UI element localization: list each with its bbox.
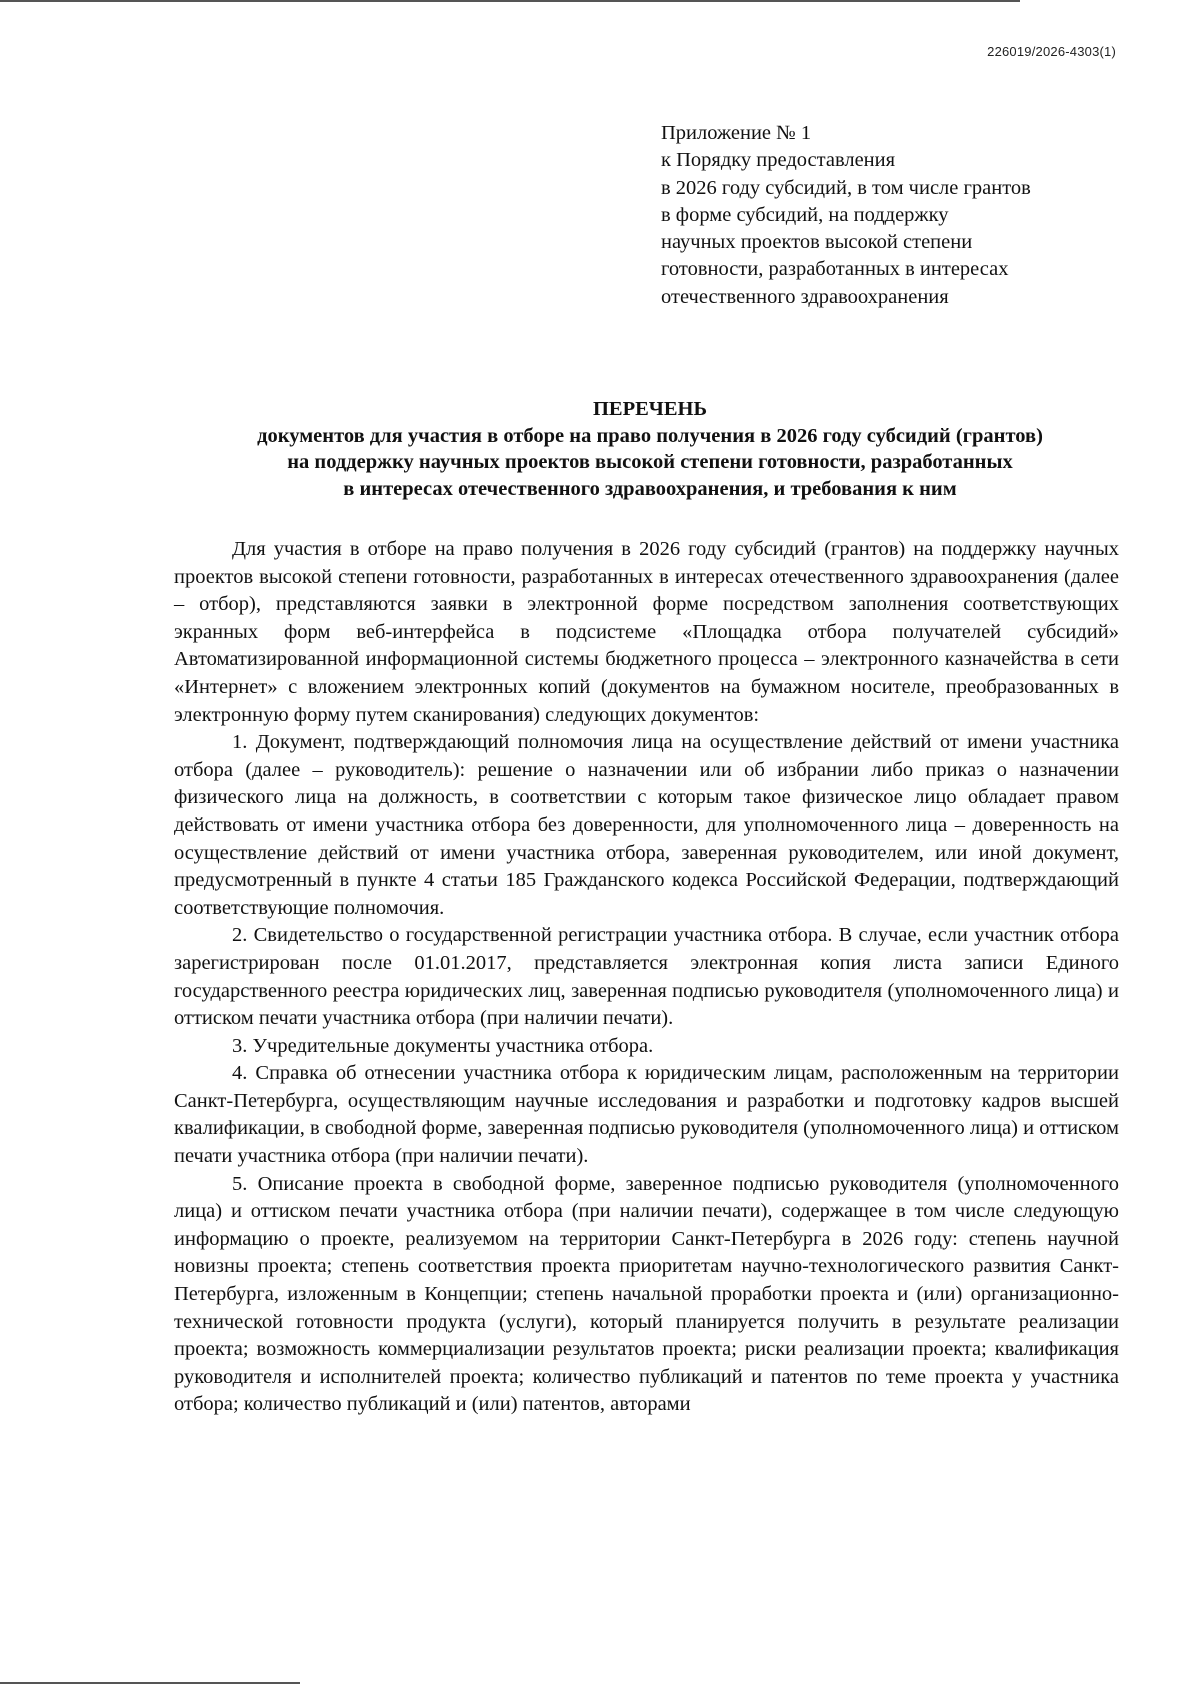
document-title <box>150 396 1150 502</box>
appendix-line: Приложение № 1 <box>661 122 812 144</box>
list-item-5: 5. Описание проекта в свободной форме, заверенное подписью руководителя (уполномоченного лица) и оттиском печати участника отбора (при наличии печати), содержащее в том числе следующую информацию о проекте, реализуемом на территории Санкт-Петербурга в 2026 году: степень научной новизны проекта; степень соответствия проекта приоритетам научно-технологического развития Санкт-Петербурга, изложенным в Концепции; степень начальной проработки проекта и (или) организационно-технической готовности продукта (услуги), который планируется получить в результате реализации проекта; возможность коммерциализации результатов проекта; риски реализации проекта; квалификация руководителя и исполнителей проекта; количество публикаций и патентов по теме проекта у участника отбора; количество публикаций и (или) патентов, авторами <box>174 1172 1119 1416</box>
scan-edge-top <box>0 0 1020 2</box>
appendix-line: к Порядку предоставления <box>661 149 896 172</box>
list-item-4: 4. Справка об отнесении участника отбора к юридическим лицам, расположенным на территории Санкт-Петербурга, осуществляющим научные исследования и разработки и подготовку кадров высшей квалификации, в свободной форме, заверенная подписью руководителя (уполномоченного лица) и оттиском печати участника отбора (при наличии печати). <box>174 1062 1119 1168</box>
appendix-line: в форме субсидий, на поддержку <box>661 203 949 226</box>
title-heading: ПЕРЕЧЕНЬ <box>592 398 708 420</box>
list-item-3: 3. Учредительные документы участника отбора. <box>232 1034 654 1057</box>
list-item-1: 1. Документ, подтверждающий полномочия лица на осуществление действий от имени участника отбора (далее – руководитель): решение о назначении или об избрании либо приказ о назначении физического лица на должность, в соответствии с которым такое физическое лицо обладает правом действовать от имени участника отбора без доверенности, для уполномоченного лица – доверенность на осуществление действий от имени участника отбора, заверенная руководителем, или иной документ, предусмотренный в пункте 4 статьи 185 Гражданского кодекса Российской Федерации, подтверждающий соответствующие полномочия. <box>174 731 1119 919</box>
appendix-line: научных проектов высокой степени <box>661 231 973 254</box>
appendix-block <box>661 120 1121 311</box>
title-line: документов для участия в отборе на право получения в 2026 году субсидий (грантов) <box>257 424 1043 447</box>
appendix-line: в 2026 году субсидий, в том числе грантов <box>661 176 1031 199</box>
title-line: на поддержку научных проектов высокой степени готовности, разработанных <box>287 451 1013 473</box>
document-number: 226019/2026-4303(1) <box>987 44 1116 59</box>
scan-edge-bottom <box>0 1682 300 1684</box>
list-item-2: 2. Свидетельство о государственной регистрации участника отбора. В случае, если участник отбора зарегистрирован после 01.01.2017, представляется электронная копия листа записи Единого государственного реестра юридических лиц, заверенная подписью руководителя (уполномоченного лица) и оттиском печати участника отбора (при наличии печати). <box>174 924 1119 1030</box>
title-line: в интересах отечественного здравоохранения, и требования к ним <box>343 477 957 500</box>
intro-paragraph: Для участия в отборе на право получения в 2026 году субсидий (грантов) на поддержку научных проектов высокой степени готовности, разработанных в интересах отечественного здравоохранения (далее – отбор), представляются заявки в электронной форме посредством заполнения соответствующих экранных форм веб-интерфейса в подсистеме «Площадка отбора получателей субсидий» Автоматизированной информационной системы бюджетного процесса – электронного казначейства в сети «Интернет» с вложением электронных копий (документов на бумажном носителе, преобразованных в электронную форму путем сканирования) следующих документов: <box>174 538 1119 726</box>
appendix-line: отечественного здравоохранения <box>661 285 949 308</box>
document-body <box>174 536 1119 1419</box>
appendix-line: готовности, разработанных в интересах <box>661 258 1009 281</box>
